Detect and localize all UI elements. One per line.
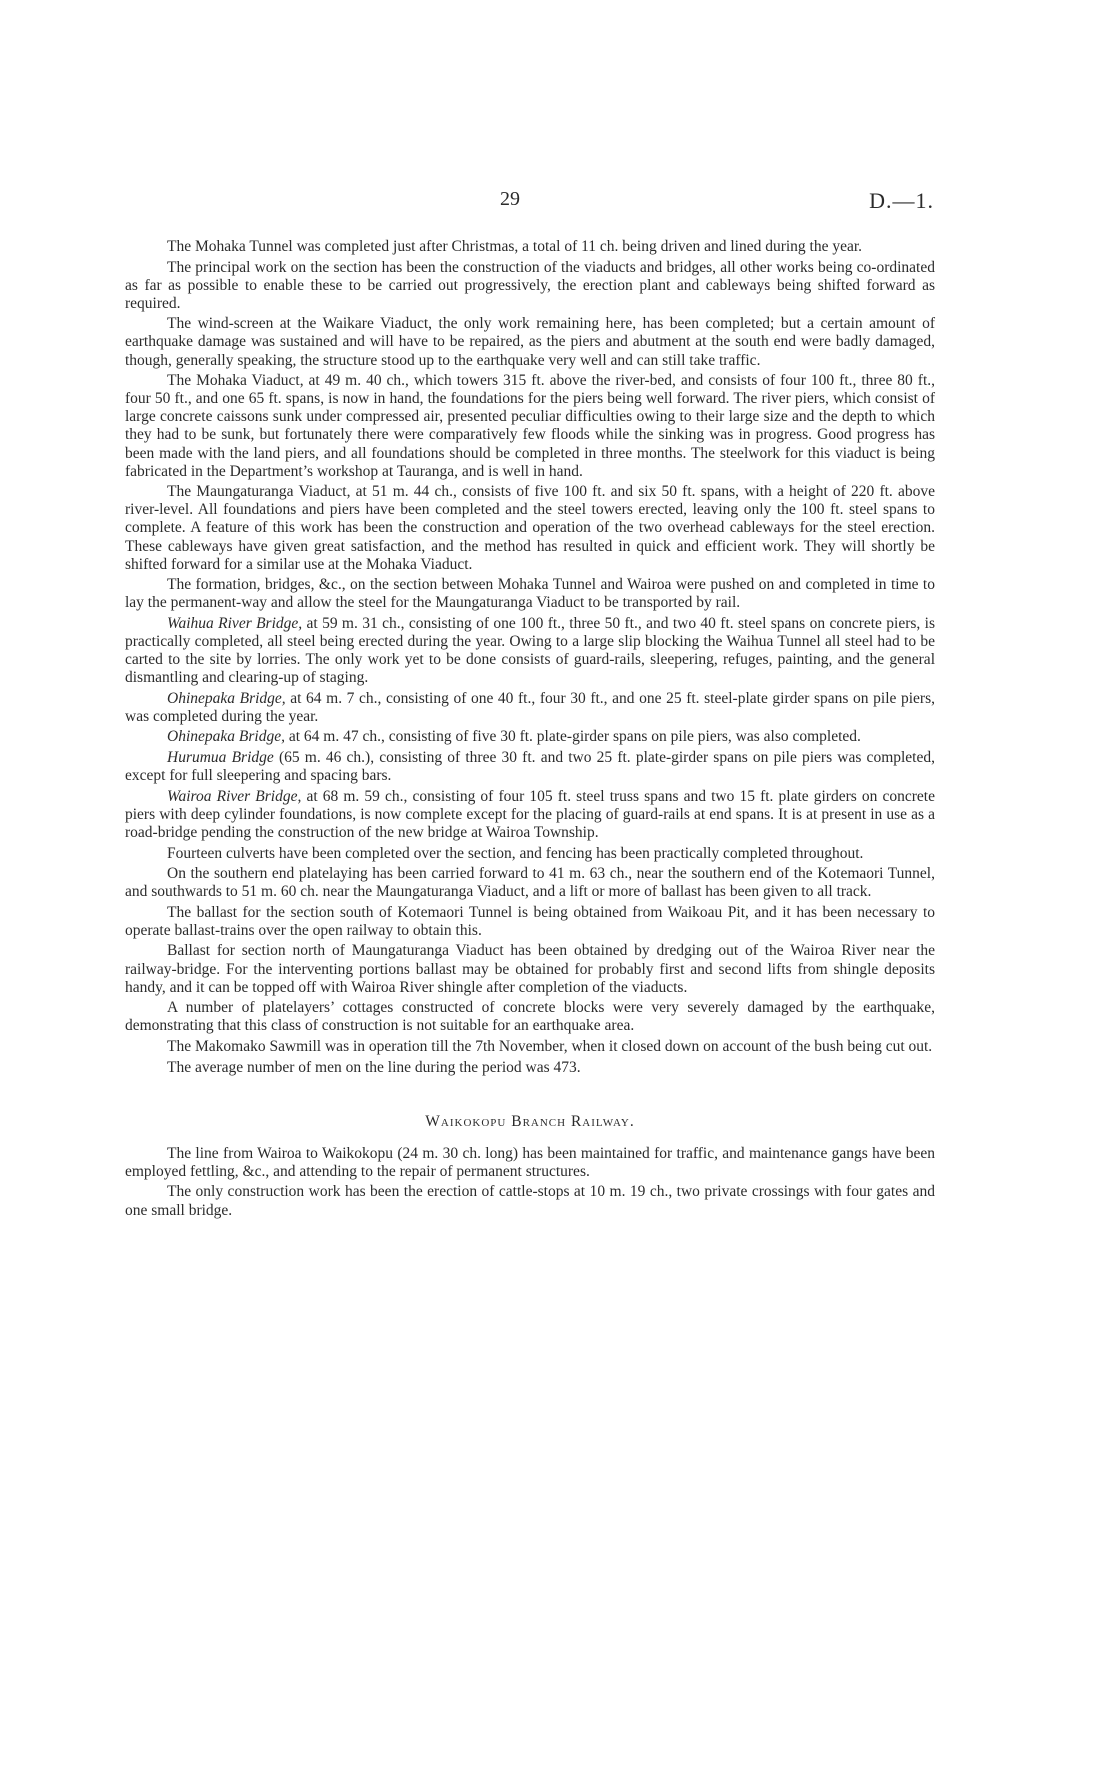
paragraph: The only construction work has been the erection of cattle-stops at 10 m. 19 ch., two private crossings with four gates and one small bridge. bbox=[125, 1183, 935, 1219]
paragraph: The wind-screen at the Waikare Viaduct, the only work remaining here, has been completed; but a certain amount of earthquake damage was sustained and will have to be repaired, as the piers and abutment at the south end were badly damaged, though, generally speaking, the structure stood up to the earthquake very well and can still take traffic. bbox=[125, 315, 935, 369]
paragraph: Waihua River Bridge, at 59 m. 31 ch., consisting of one 100 ft., three 50 ft., and two 40 ft. steel spans on concrete piers, is practically completed, all steel being erected during the year. Owing to a large slip blocking the Waihua Tunnel all steel had to be carted to the site by lorries. The only work yet to be done consists of guard-rails, sleepering, refuges, painting, and the general dismantling and clearing-up of staging. bbox=[125, 614, 936, 687]
document-body bbox=[125, 238, 935, 1222]
paragraph: Ohinepaka Bridge, at 64 m. 47 ch., consisting of five 30 ft. plate-girder spans on pile piers, was also completed. bbox=[167, 728, 861, 746]
paragraph: The Mohaka Tunnel was completed just after Christmas, a total of 11 ch. being driven and lined during the year. bbox=[167, 238, 863, 255]
bridge-name: Hurumua Bridge bbox=[167, 749, 274, 767]
paragraph: The average number of men on the line during the period was 473. bbox=[167, 1058, 581, 1076]
paragraph: The formation, bridges, &c., on the section between Mohaka Tunnel and Wairoa were pushed on and completed in time to lay the permanent-way and allow the steel for the Maungaturanga Viaduct to be transported by rail. bbox=[125, 576, 935, 612]
paragraph: Ohinepaka Bridge, at 64 m. 7 ch., consisting of one 40 ft., four 30 ft., and one 25 ft. steel-plate girder spans on pile piers, was completed during the year. bbox=[125, 689, 935, 725]
paragraph: The ballast for the section south of Kotemaori Tunnel is being obtained from Waikoau Pit, and it has been necessary to operate ballast-trains over the open railway to obtain this. bbox=[125, 903, 935, 939]
bridge-name: Wairoa River Bridge, bbox=[167, 787, 302, 805]
paragraph: Wairoa River Bridge, at 68 m. 59 ch., consisting of four 105 ft. steel truss spans and two 15 ft. plate girders on concrete piers with deep cylinder foundations, is now complete except for the placing of guard-rails at end spans. It is at present in use as a road-bridge pending the construction of the new bridge at Wairoa Township. bbox=[125, 787, 935, 841]
paragraph: The Makomako Sawmill was in operation till the 7th November, when it closed down on account of the bush being cut out. bbox=[167, 1037, 933, 1055]
paragraph: On the southern end platelaying has been carried forward to 41 m. 63 ch., near the southern end of the Kotemaori Tunnel, and southwards to 51 m. 60 ch. near the Maungaturanga Viaduct, and a lift or more of ballast has been given to all track. bbox=[125, 865, 935, 901]
section-heading: Waikokopu Branch Railway. bbox=[425, 1112, 635, 1130]
paragraph: The line from Wairoa to Waikokopu (24 m. 30 ch. long) has been maintained for traffic, and maintenance gangs have been employed fettling, &c., and attending to the repair of permanent structures. bbox=[125, 1144, 935, 1180]
paragraph: Ballast for section north of Maungaturanga Viaduct has been obtained by dredging out of the Wairoa River near the railway-bridge. For the interventing portions ballast may be obtained for probably first and second lifts from shingle deposits handy, and it can be topped off with Wairoa River shingle after completion of the viaducts. bbox=[125, 942, 935, 996]
bridge-name: Ohinepaka Bridge, bbox=[167, 689, 286, 707]
document-reference: D.—1. bbox=[869, 188, 934, 213]
bridge-name: Waihua River Bridge, bbox=[167, 614, 303, 632]
bridge-name: Ohinepaka Bridge, bbox=[167, 728, 285, 746]
paragraph: The Maungaturanga Viaduct, at 51 m. 44 ch., consists of five 100 ft. and six 50 ft. spans, with a height of 220 ft. above river-level. All foundations and piers have been completed and the steel towers erected, leaving only the 100 ft. steel spans to complete. A feature of this work has been the construction and operation of the two overhead cableways for the steel erection. These cableways have given great satisfaction, and the method has resulted in quick and efficient work. They will shortly be shifted forward for a similar use at the Mohaka Viaduct. bbox=[125, 483, 935, 573]
paragraph: The principal work on the section has been the construction of the viaducts and bridges, all other works being co-ordinated as far as possible to enable these to be carried out progressively, the erection plant and cableways being shifted forward as required. bbox=[125, 258, 935, 312]
paragraph: Fourteen culverts have been completed over the section, and fencing has been practically completed throughout. bbox=[167, 844, 864, 862]
paragraph: A number of platelayers’ cottages constructed of concrete blocks were very severely damaged by the earthquake, demonstrating that this class of construction is not suitable for an earthquake area. bbox=[125, 999, 935, 1035]
paragraph: The Mohaka Viaduct, at 49 m. 40 ch., which towers 315 ft. above the river-bed, and consists of four 100 ft., three 80 ft., four 50 ft., and one 65 ft. spans, is now in hand, the foundations for the piers being well forward. The river piers, which consist of large concrete caissons sunk under compressed air, presented peculiar difficulties owing to their large size and the depth to which they had to be sunk, but fortunately there were comparatively few floods while the sinking was in progress. Good progress has been made with the land piers, and all foundations should be completed in three months. The steelwork for this viaduct is being fabricated in the Department’s workshop at Tauranga, and is well in hand. bbox=[125, 372, 935, 480]
page-header bbox=[125, 188, 940, 218]
page-number: 29 bbox=[500, 188, 520, 210]
paragraph: Hurumua Bridge (65 m. 46 ch.), consisting of three 30 ft. and two 25 ft. plate-girder spans on pile piers was completed, except for full sleepering and spacing bars. bbox=[125, 749, 935, 785]
